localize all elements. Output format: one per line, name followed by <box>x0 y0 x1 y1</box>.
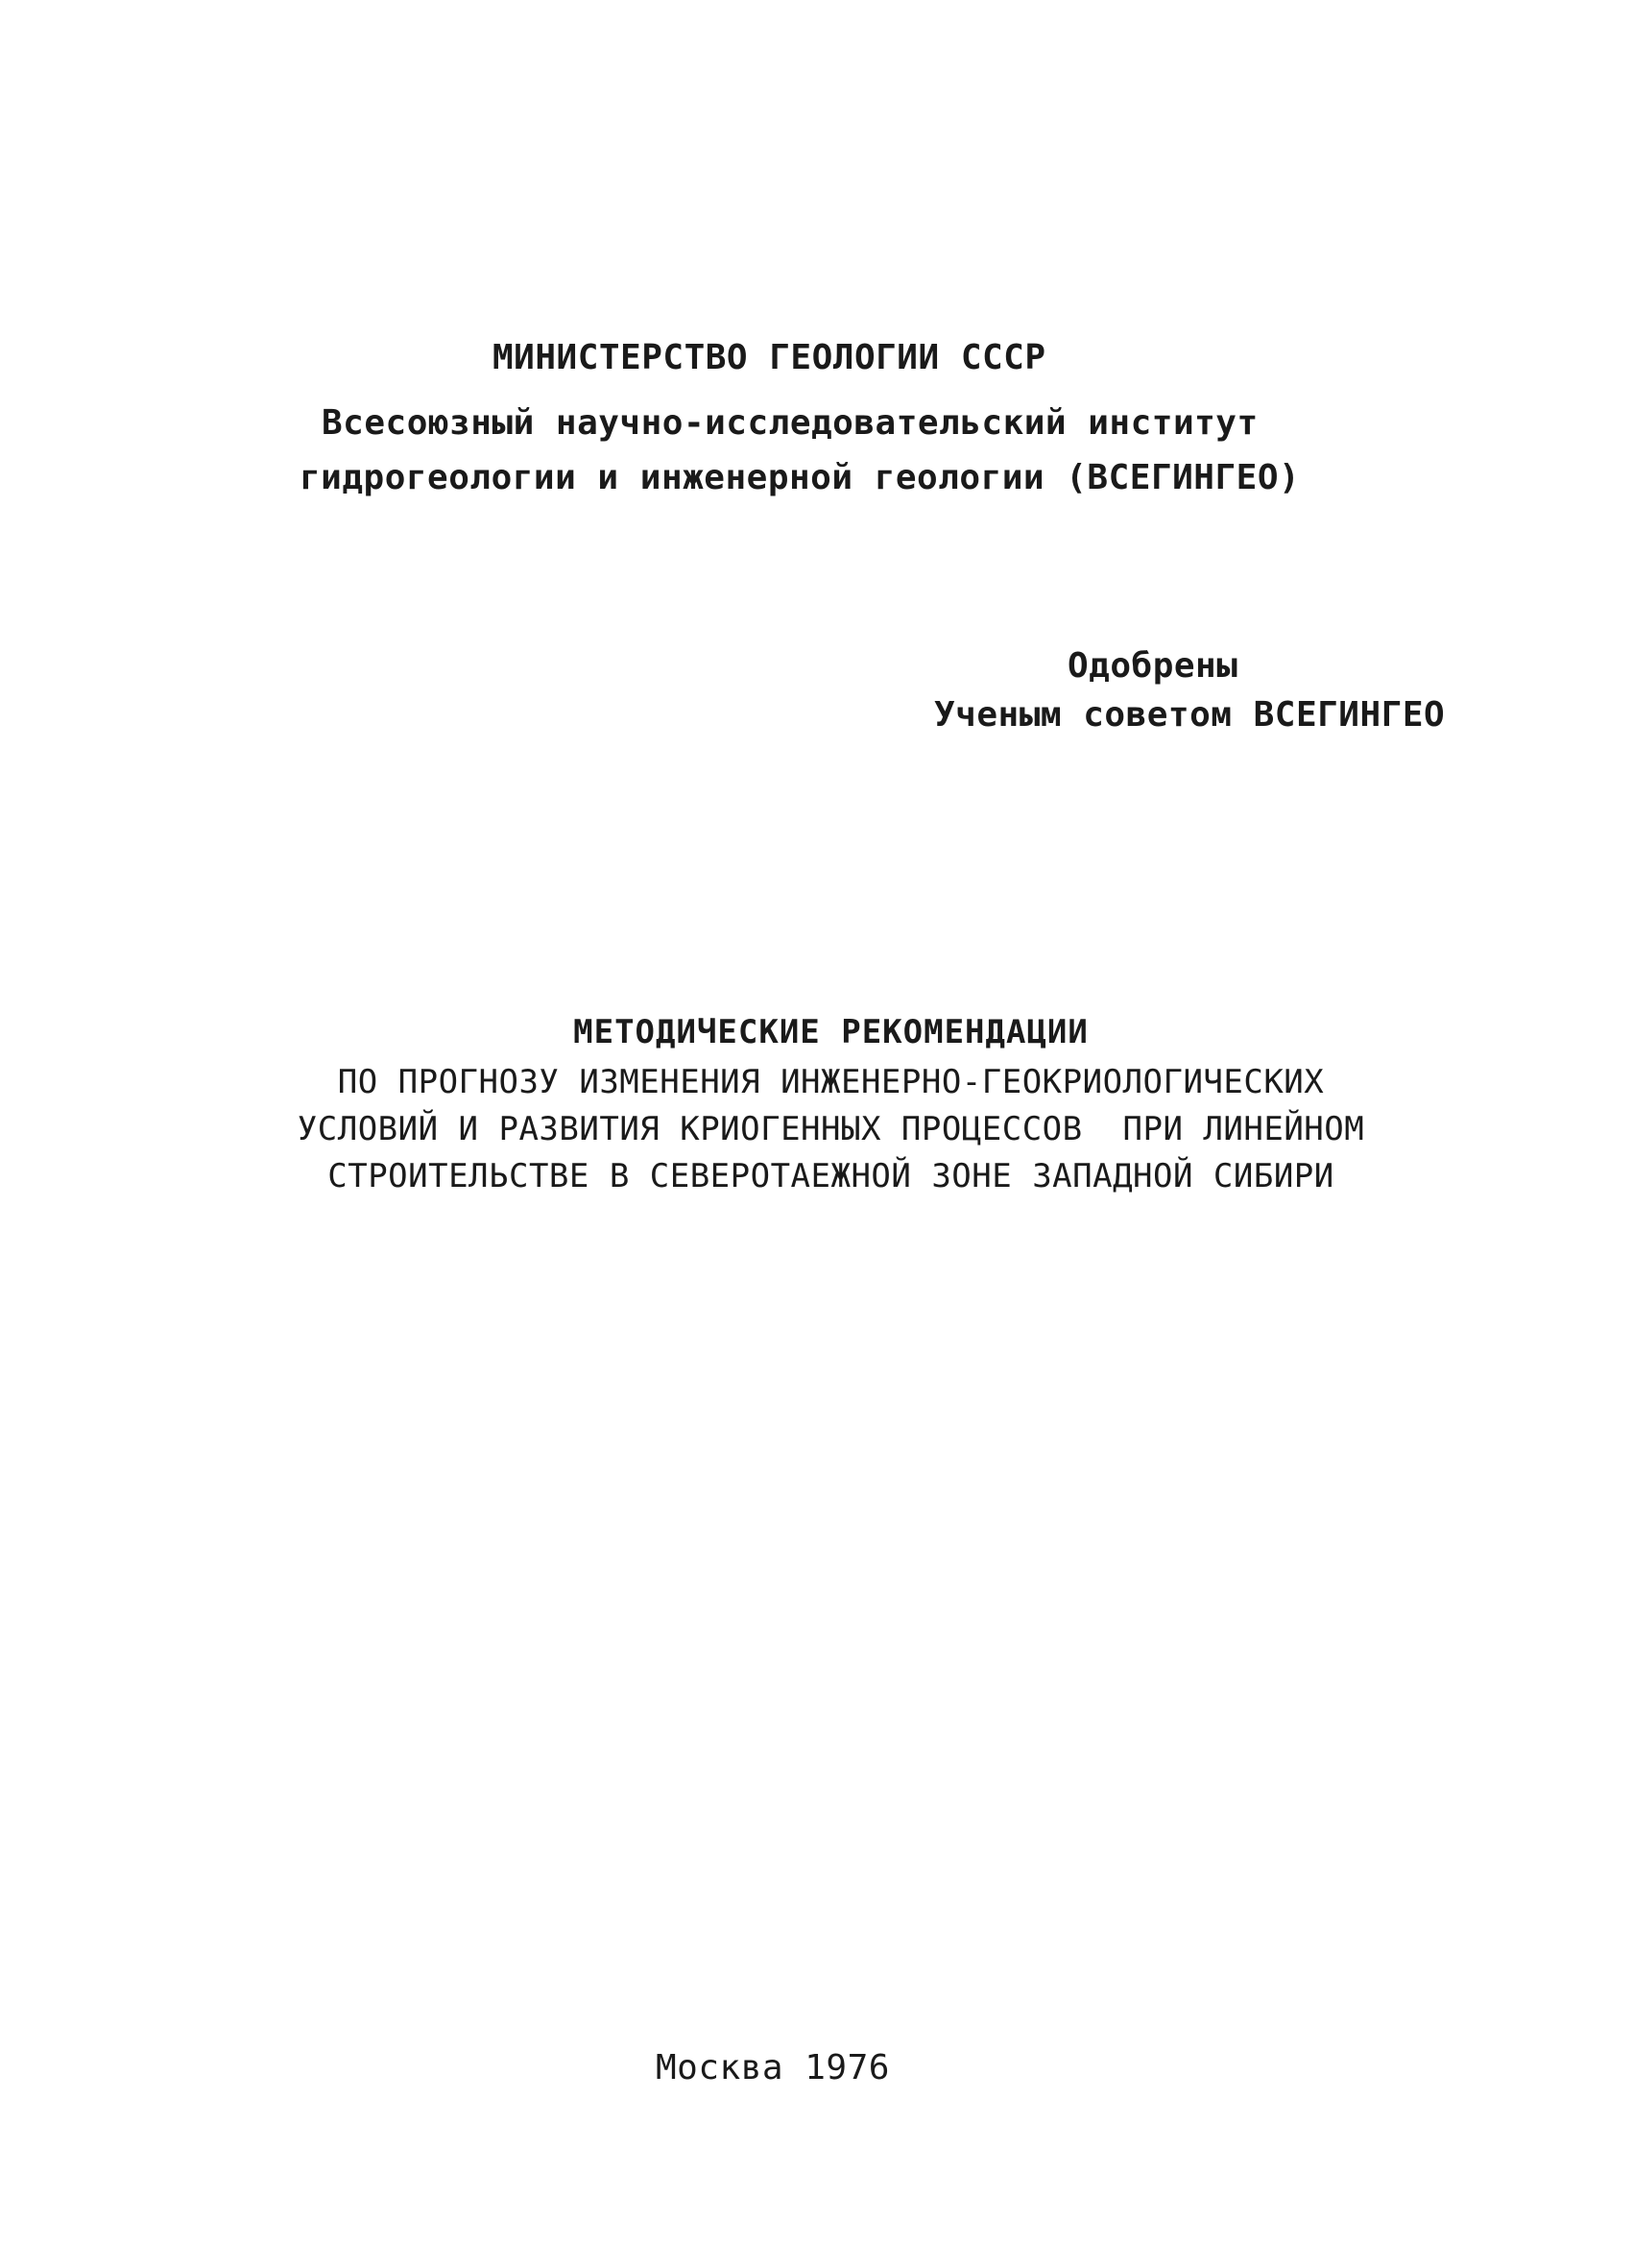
institute-name-line-1: Всесоюзный научно-исследовательский институт <box>322 403 1259 443</box>
document-title-line-3: УСЛОВИЙ И РАЗВИТИЯ КРИОГЕННЫХ ПРОЦЕССОВ ПРИ ЛИНЕЙНОМ <box>297 1110 1365 1148</box>
place-and-year: Москва 1976 <box>656 2048 890 2087</box>
document-title-line-4: СТРОИТЕЛЬСТВЕ В СЕВЕРОТАЕЖНОЙ ЗОНЕ ЗАПАДНОЙ СИБИРИ <box>327 1157 1334 1195</box>
document-title-line-2: ПО ПРОГНОЗУ ИЗМЕНЕНИЯ ИНЖЕНЕРНО-ГЕОКРИОЛОГИЧЕСКИХ <box>337 1063 1325 1101</box>
approval-line-2: Ученым советом ВСЕГИНГЕО <box>934 695 1446 735</box>
ministry-heading: МИНИСТЕРСТВО ГЕОЛОГИИ СССР <box>492 338 1046 377</box>
document-title-line-1: МЕТОДИЧЕСКИЕ РЕКОМЕНДАЦИИ <box>573 1013 1089 1051</box>
institute-name-line-2: гидрогеологии и инженерной геологии (ВСЕГИНГЕО) <box>300 458 1301 497</box>
approval-line-1: Одобрены <box>1068 646 1238 686</box>
